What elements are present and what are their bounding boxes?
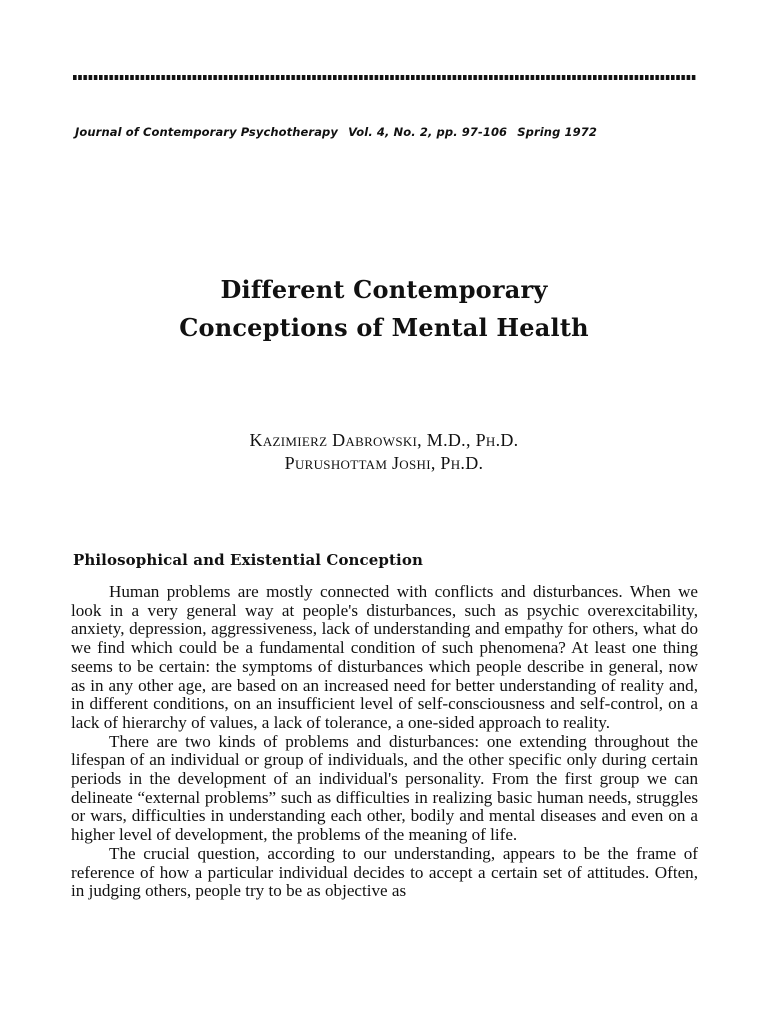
article-title-line-1: Different Contemporary <box>220 275 548 304</box>
paragraph: There are two kinds of problems and disturbances: one extending throughout the lifespan of an individual or group of individuals, and the other specific only during certain periods in the development of an individual's personality. From the first group we can delineate “external problems” such as difficulties in realizing basic human needs, struggles or wars, difficulties in understanding each other, bodily and mental diseases and even on a higher level of development, the problems of the meaning of life. <box>71 731 698 845</box>
dotted-rule <box>73 73 697 83</box>
author-2: Purushottam Joshi, Ph.D. <box>284 453 484 473</box>
journal-issue-date: Spring 1972 <box>517 125 597 139</box>
dotted-rule-graphic <box>73 73 697 83</box>
journal-citation <box>75 125 695 139</box>
journal-volume: Vol. 4, No. 2, pp. 97-106 <box>348 125 508 139</box>
author-1: Kazimierz Dabrowski, M.D., Ph.D. <box>249 430 519 450</box>
section-heading: Philosophical and Existential Conception <box>73 551 423 569</box>
article-body <box>71 583 698 901</box>
paragraph: The crucial question, according to our understanding, appears to be the frame of reference of how a particular individual decides to accept a certain set of attitudes. Often, in judging others, people try to be as objective as <box>71 843 698 901</box>
journal-name: Journal of Contemporary Psychotherapy <box>75 125 338 139</box>
article-title-line-2: Conceptions of Mental Health <box>179 313 589 342</box>
paragraph: Human problems are mostly connected with conflicts and disturbances. When we look in a very general way at people's disturbances, such as psychic overexcitability, anxiety, depression, aggressiveness, lack of understanding and empathy for others, what do we find which could be a fundamental condition of such phenomena? At least one thing seems to be certain: the symptoms of disturbances which people describe in general, now as in any other age, are based on an increased need for better understanding of reality and, in different conditions, on an insufficient level of self-consciousness and self-control, on a lack of hierarchy of values, a lack of tolerance, a one-sided approach to reality. <box>71 582 698 732</box>
